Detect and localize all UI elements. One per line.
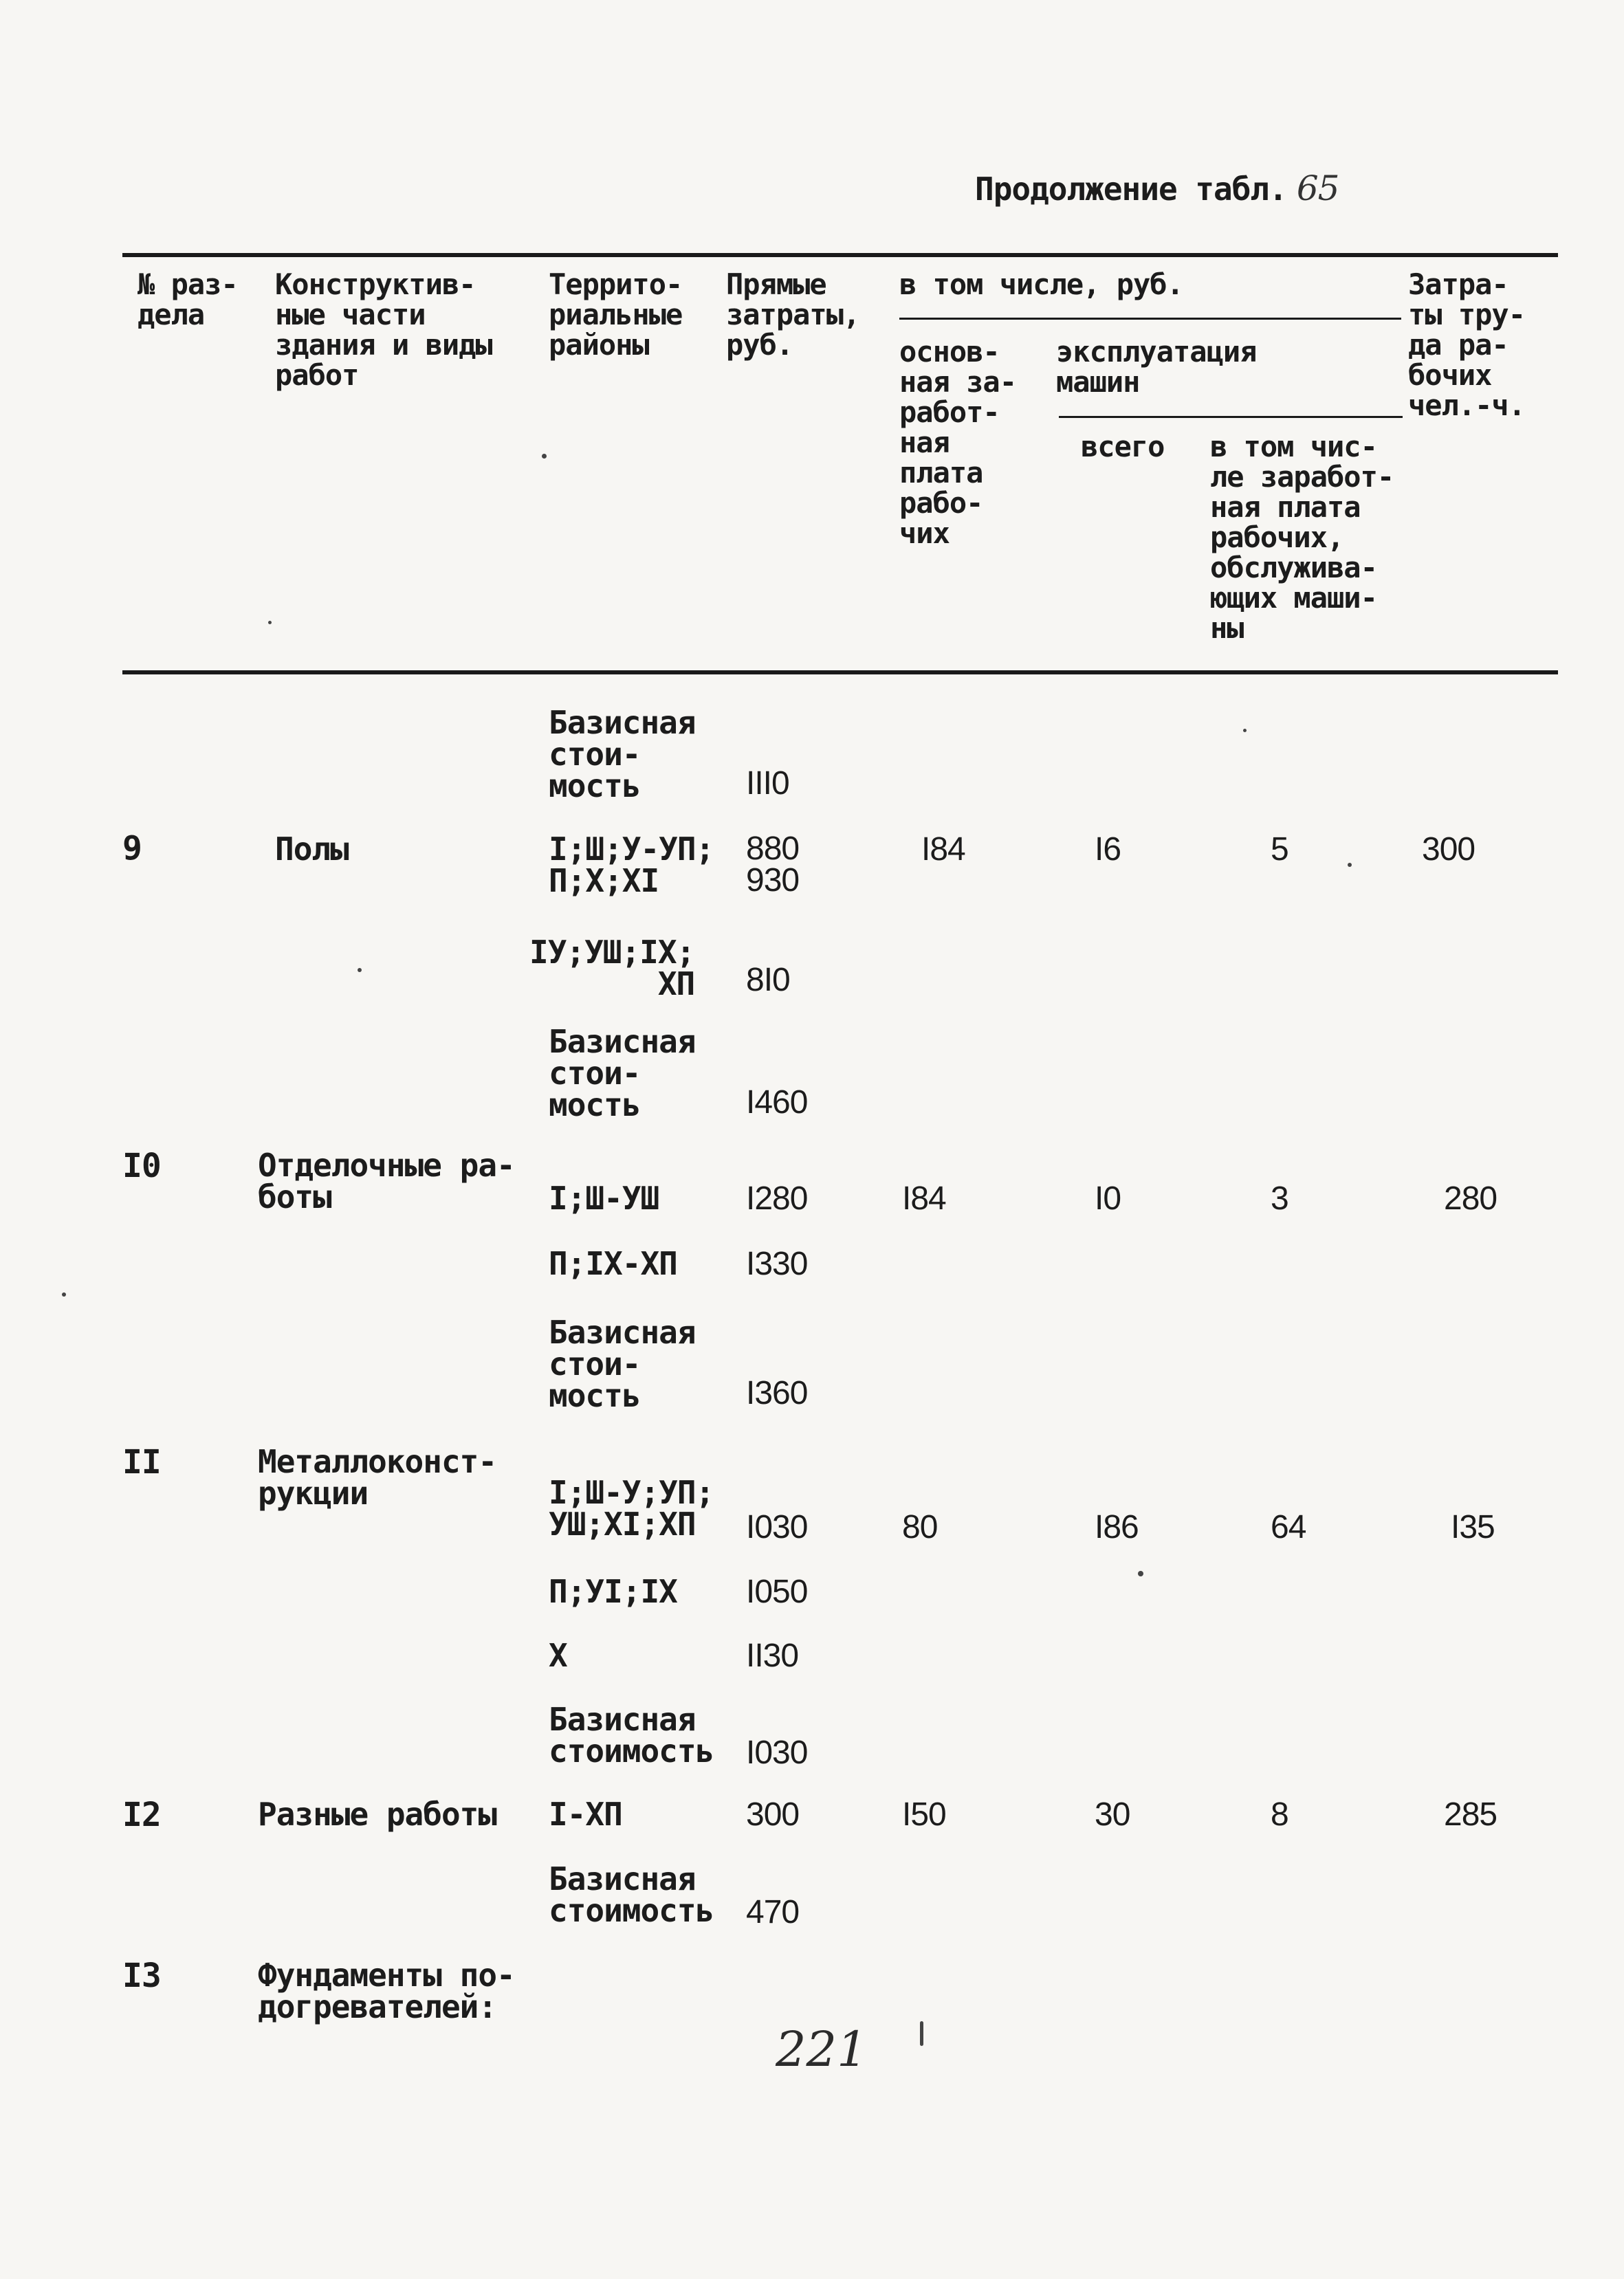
section-10-base-wage: I84 [902,1180,946,1217]
section-12-machines-total: 30 [1095,1796,1130,1833]
section-10-number: I0 [122,1147,161,1185]
section-9-name: Полы [275,830,349,868]
section-11-number: II [122,1443,161,1482]
section-9-base-wage: I84 [921,831,965,868]
section-13-name: Фундаменты по- догревателей: [258,1957,515,2025]
scan-speck [542,454,547,459]
section-10-cost-group-1: I280 [746,1180,808,1217]
section-10-regions-base: Базисная стои- мость [549,1023,696,1123]
section-13-number: I3 [122,1957,161,1995]
section-12-base-wage: I50 [902,1796,946,1833]
header-col-labor-costs: Затра- ты тру- да ра- бочих чел.-ч. [1408,267,1526,422]
section-10-regions-group-2: П;IХ-ХП [549,1245,677,1282]
header-col-machine-operator-wage: в том чис- ле заработ- ная плата рабочих, обслужива- ющих маши- ны [1210,430,1394,645]
section-9-cost-base: III0 [746,765,789,802]
section-11-cost-base: I360 [746,1375,808,1411]
section-11-cost-group-2: I050 [746,1574,808,1610]
header-sub-rule-including [899,318,1401,320]
section-9-regions-base: Базисная стои- мость [549,704,696,804]
header-col-including: в том числе, руб. [899,267,1183,301]
table-caption [975,168,1339,208]
section-12-machine-wage: 8 [1271,1796,1288,1833]
section-11-cost-group-1: I030 [746,1509,808,1545]
scan-speck [920,2021,923,2046]
section-10-machine-wage: 3 [1271,1180,1288,1217]
header-col-machines-total: всего [1081,430,1165,463]
section-9-regions-group-2: IУ;УШ;IХ; ХП [529,934,695,1002]
section-9-regions-group-1: I;Ш;У-УП; П;Х;ХI [549,830,714,899]
scan-speck [1138,1571,1143,1576]
header-col-building-parts: Конструктив- ные части здания и виды работ [275,267,492,392]
section-9-cost-group-1: 880 930 [746,830,800,899]
scan-speck [62,1292,66,1297]
header-bottom-rule [122,670,1558,674]
section-11-base-wage: 80 [902,1509,938,1545]
header-col-section-number: № раз- дела [138,267,238,331]
section-12-regions-group-1: I-ХП [549,1796,622,1833]
section-11-machines-total: I86 [1095,1509,1139,1545]
section-9-number: 9 [122,829,142,868]
header-col-machine-operation: эксплуатация машин [1056,335,1257,399]
section-11-labor: I35 [1451,1509,1495,1545]
section-10-labor: 280 [1444,1180,1497,1217]
section-10-regions-group-1: I;Ш-УШ [549,1180,659,1217]
header-sub-rule-machines [1059,416,1403,418]
section-12-cost-base: I030 [746,1735,808,1771]
header-col-direct-costs: Прямые затраты, руб. [726,267,860,362]
section-11-name: Металлоконст- рукции [258,1443,497,1512]
caption-text: Продолжение табл. [975,170,1287,208]
section-11-regions-group-2: П;УI;IХ [549,1573,677,1610]
section-11-regions-group-1: I;Ш-У;УП; УШ;ХI;ХП [549,1474,714,1543]
section-11-machine-wage: 64 [1271,1509,1306,1545]
scan-speck [268,621,272,624]
section-12-name: Разные работы [258,1796,497,1833]
scan-speck [358,968,362,972]
section-11-regions-group-3: Х [549,1637,567,1674]
scan-speck [1243,729,1247,732]
section-11-regions-base: Базисная стои- мость [549,1314,696,1414]
section-12-labor: 285 [1444,1796,1497,1833]
page-number: 221 [776,2021,868,2078]
section-9-machines-total: I6 [1095,831,1121,868]
section-10-name: Отделочные ра- боты [258,1147,515,1215]
section-9-labor: 300 [1422,831,1475,868]
header-top-rule [122,253,1558,257]
section-10-machines-total: I0 [1095,1180,1121,1217]
header-col-base-wage: основ- ная за- работ- ная плата рабо- чих [899,335,1017,550]
scan-speck [1348,863,1352,867]
header-col-regions: Террито- риальные районы [549,267,683,362]
section-10-cost-group-2: I330 [746,1246,808,1282]
section-12-cost-group-1: 300 [746,1796,800,1833]
section-9-cost-group-2: 8I0 [746,962,790,998]
section-13-regions-base: Базисная стоимость [549,1860,714,1929]
section-11-cost-group-3: II30 [746,1638,799,1674]
section-13-cost-base: 470 [746,1894,800,1930]
caption-table-number: 65 [1296,168,1339,208]
section-10-cost-base: I460 [746,1084,808,1121]
section-12-regions-base: Базисная стоимость [549,1701,714,1770]
section-12-number: I2 [122,1796,161,1834]
section-9-machine-wage: 5 [1271,831,1288,868]
